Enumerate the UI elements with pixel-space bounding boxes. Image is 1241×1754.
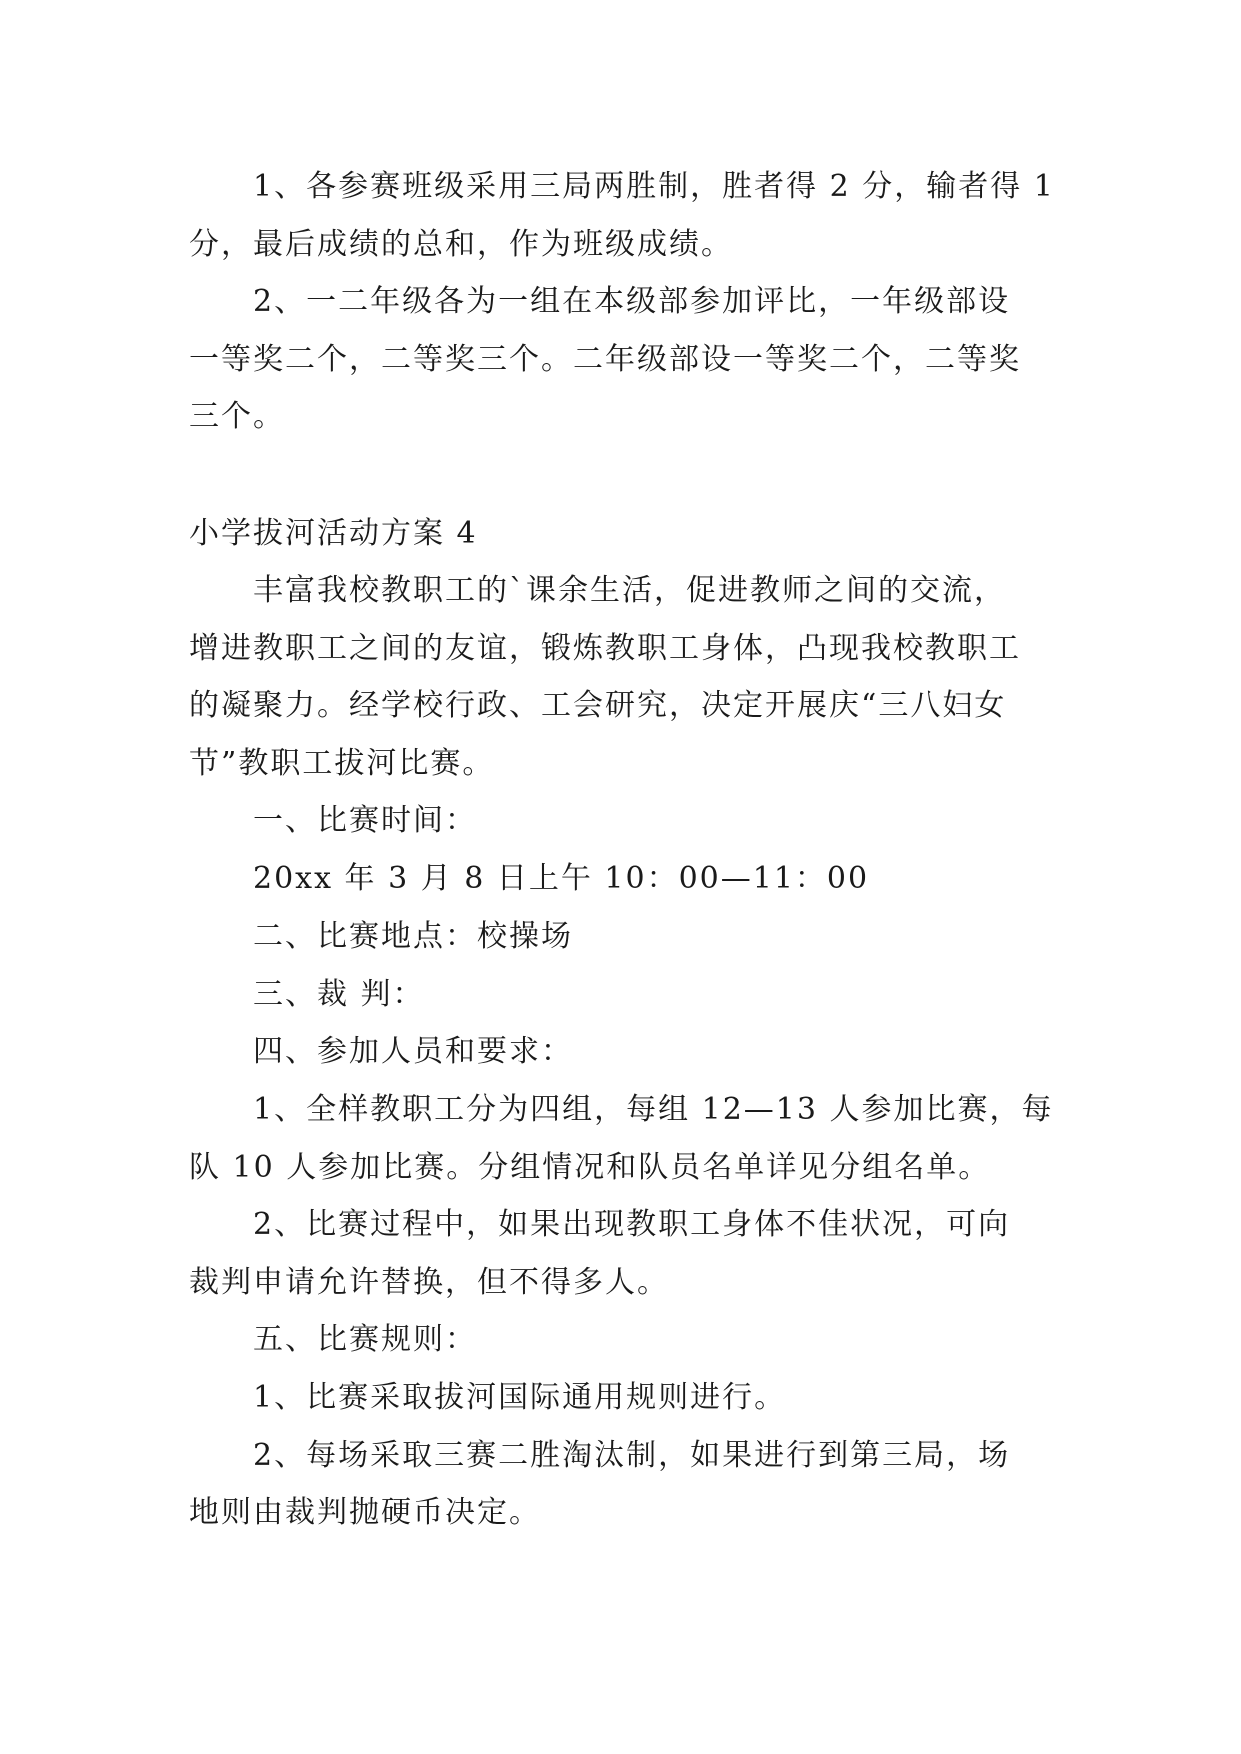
paragraph-line: 2、每场采取三赛二胜淘汰制，如果进行到第三局，场 bbox=[253, 1438, 1011, 1473]
paragraph-line: 地则由裁判抛硬币决定。 bbox=[189, 1495, 541, 1530]
paragraph-line: 三个。 bbox=[189, 399, 285, 434]
paragraph-line: 1、各参赛班级采用三局两胜制，胜者得 2 分，输者得 1 bbox=[253, 169, 1055, 204]
participants-heading: 四、参加人员和要求： bbox=[253, 1034, 573, 1069]
section-title: 小学拔河活动方案 4 bbox=[189, 516, 478, 551]
paragraph-line: 节”教职工拔河比赛。 bbox=[189, 746, 495, 781]
time-value: 20xx 年 3 月 8 日上午 10：00—11：00 bbox=[253, 861, 870, 896]
paragraph-line: 的凝聚力。经学校行政、工会研究，决定开展庆“三八妇女 bbox=[189, 688, 1007, 723]
paragraph-line: 2、比赛过程中，如果出现教职工身体不佳状况，可向 bbox=[253, 1207, 1011, 1242]
place-heading: 二、比赛地点：校操场 bbox=[253, 919, 573, 954]
rules-heading: 五、比赛规则： bbox=[253, 1322, 477, 1357]
paragraph-line: 1、全样教职工分为四组，每组 12—13 人参加比赛，每 bbox=[253, 1092, 1054, 1127]
paragraph-line: 1、比赛采取拔河国际通用规则进行。 bbox=[253, 1380, 787, 1415]
paragraph-line: 队 10 人参加比赛。分组情况和队员名单详见分组名单。 bbox=[189, 1150, 991, 1185]
paragraph-line: 裁判申请允许替换，但不得多人。 bbox=[189, 1265, 669, 1300]
referee-heading: 三、裁 判： bbox=[253, 977, 425, 1012]
time-heading: 一、比赛时间： bbox=[253, 803, 477, 838]
paragraph-line: 增进教职工之间的友谊，锻炼教职工身体，凸现我校教职工 bbox=[189, 631, 1021, 666]
paragraph-line: 一等奖二个，二等奖三个。二年级部设一等奖二个，二等奖 bbox=[189, 342, 1021, 377]
paragraph-line: 丰富我校教职工的`课余生活，促进教师之间的交流， bbox=[253, 573, 1006, 608]
paragraph-line: 2、一二年级各为一组在本级部参加评比，一年级部设 bbox=[253, 284, 1011, 319]
paragraph-line: 分，最后成绩的总和，作为班级成绩。 bbox=[189, 227, 733, 262]
